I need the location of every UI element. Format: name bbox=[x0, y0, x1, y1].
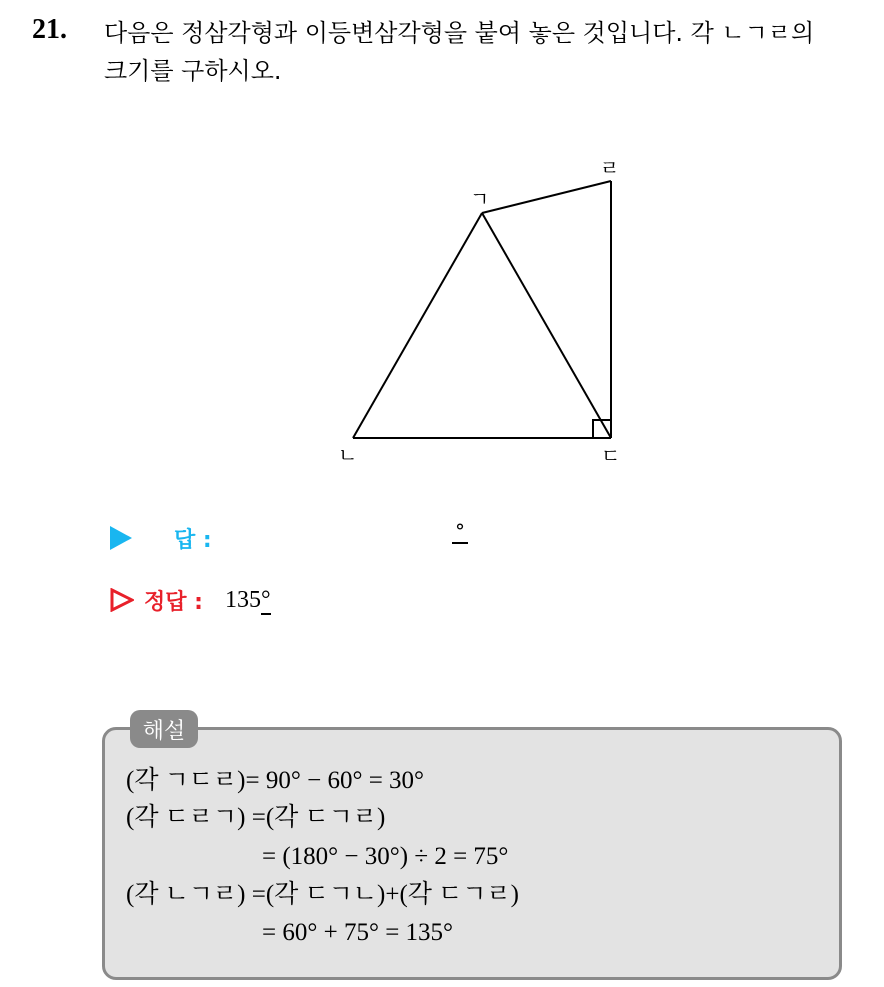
vertex-label-c: ㄷ bbox=[601, 444, 621, 468]
answer-degree-blank[interactable]: ° bbox=[452, 520, 468, 544]
play-icon bbox=[110, 526, 132, 550]
edge-ac bbox=[482, 213, 611, 438]
play-outline-icon bbox=[110, 588, 134, 612]
question-number: 21. bbox=[32, 14, 67, 45]
correct-answer-row bbox=[110, 580, 271, 620]
answer-label: 답 : bbox=[174, 527, 212, 553]
correct-answer-degree: ° bbox=[260, 586, 271, 613]
question-text-line1: 다음은 정삼각형과 이등변삼각형을 붙여 놓은 것입니다. 각 ㄴㄱㄹ의 bbox=[104, 19, 815, 47]
answer-row bbox=[110, 518, 212, 558]
solution-line: = (180° − 30°) ÷ 2 = 75° bbox=[262, 843, 509, 870]
vertex-label-a: ㄱ bbox=[470, 187, 490, 211]
solution-tab: 해설 bbox=[130, 710, 198, 748]
solution-line: = 60° + 75° = 135° bbox=[262, 919, 454, 946]
solution-line: (각 ㄷㄹㄱ) =(각 ㄷㄱㄹ) bbox=[126, 804, 386, 831]
vertex-label-d: ㄹ bbox=[600, 156, 620, 180]
correct-answer-label: 정답 : bbox=[144, 589, 203, 615]
solution-line: (각 ㄴㄱㄹ) =(각 ㄷㄱㄴ)+(각 ㄷㄱㄹ) bbox=[126, 881, 519, 908]
vertex-label-b: ㄴ bbox=[338, 443, 358, 467]
edge-ad bbox=[482, 181, 611, 213]
correct-answer-value bbox=[225, 587, 271, 614]
correct-answer-number: 135 bbox=[224, 586, 261, 613]
solution-line: (각 ㄱㄷㄹ)= 90° − 60° = 30° bbox=[126, 767, 425, 794]
edge-ba bbox=[353, 213, 482, 438]
question-text-line2: 크기를 구하시오. bbox=[104, 57, 282, 85]
